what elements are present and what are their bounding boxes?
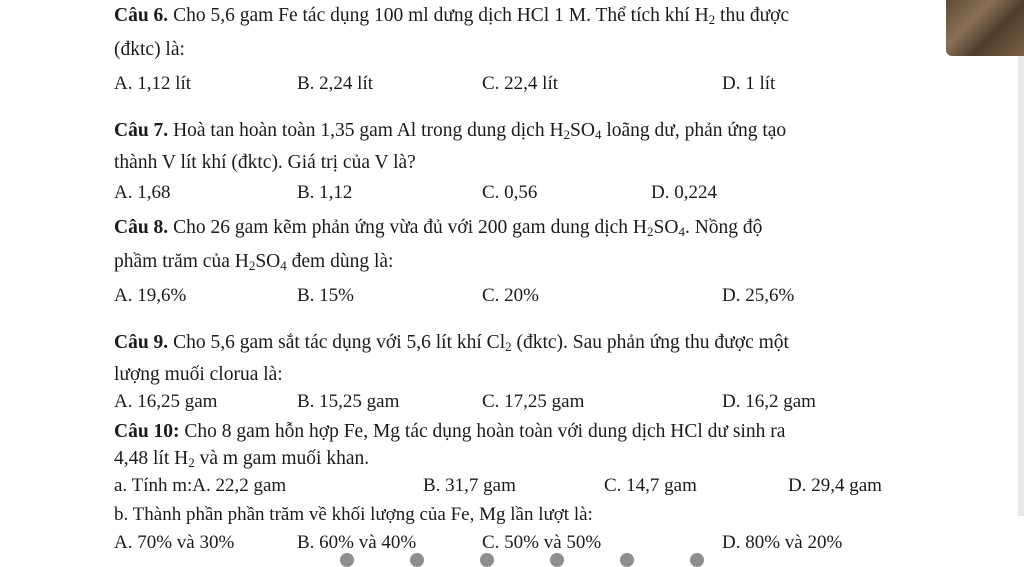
question-text: (đktc). Sau phản ứng thu được một — [511, 332, 789, 353]
question-text: Cho 8 gam hỗn hợp Fe, Mg tác dụng hoàn toàn với dung dịch HCl dư sinh ra — [179, 421, 786, 442]
question-text: Cho 26 gam kẽm phản ứng vừa đủ với 200 gam dung dịch H — [168, 217, 647, 238]
subscript: 4 — [594, 127, 602, 142]
q6-option-c: C. 22,4 lít — [482, 73, 559, 94]
question-number: Câu 7. — [114, 120, 169, 141]
page-edge-strip — [1018, 56, 1024, 516]
question-6-line-2 — [114, 38, 185, 62]
question-number: Câu 10: — [114, 421, 180, 442]
question-text: và m gam muối khan. — [194, 448, 370, 469]
question-text: Cho 5,6 gam Fe tác dụng 100 ml dưng dịch HCl 1 M. Thể tích khí H — [168, 5, 709, 26]
question-text: đem dùng là: — [286, 251, 394, 272]
q7-option-d: D. 0,224 — [651, 182, 717, 203]
question-number: Câu 9. — [114, 332, 169, 353]
question-10-line-2 — [114, 447, 369, 471]
q10-part-b-label: b. Thành phần phần trăm về khối lượng của Fe, Mg lần lượt là: — [114, 504, 593, 525]
q9-option-d: D. 16,2 gam — [722, 391, 816, 412]
question-number: Câu 8. — [114, 217, 169, 238]
question-text: Cho 5,6 gam sắt tác dụng với 5,6 lít khí Cl — [168, 332, 506, 353]
subscript: 2 — [505, 339, 512, 354]
page-dot[interactable] — [340, 553, 354, 567]
q8-option-d: D. 25,6% — [722, 285, 795, 306]
question-8-line-1 — [114, 216, 762, 240]
question-7-line-2 — [114, 151, 416, 175]
q9-option-b: B. 15,25 gam — [297, 391, 400, 412]
q9-option-c: C. 17,25 gam — [482, 391, 585, 412]
subscript: 4 — [678, 224, 685, 239]
q7-option-a: A. 1,68 — [114, 182, 171, 203]
page-indicator-dots — [330, 553, 750, 567]
q10a-option-b: B. 31,7 gam — [423, 475, 516, 496]
q10b-option-a: A. 70% và 30% — [114, 532, 235, 553]
question-text: Hoà tan hoàn toàn 1,35 gam Al trong dung dịch H — [168, 120, 564, 141]
question-text: SO — [653, 217, 679, 238]
q10a-option-c: C. 14,7 gam — [604, 475, 697, 496]
subscript: 2 — [647, 224, 654, 239]
page-dot[interactable] — [690, 553, 704, 567]
question-text: . Nồng độ — [684, 217, 763, 238]
question-7-line-1 — [114, 119, 786, 143]
question-6-line-1 — [114, 4, 789, 28]
subscript: 2 — [708, 12, 716, 27]
question-9-line-2 — [114, 363, 283, 387]
q10b-option-d: D. 80% và 20% — [722, 532, 843, 553]
q10-part-a-label: a. Tính m:A. 22,2 gam — [114, 475, 287, 496]
subscript: 4 — [280, 258, 287, 273]
question-text: (đktc) là: — [114, 39, 185, 60]
question-text: loãng dư, phản ứng tạo — [601, 120, 787, 141]
q7-option-b: B. 1,12 — [297, 182, 353, 203]
question-text: thu được — [715, 5, 790, 26]
q10a-option-d: D. 29,4 gam — [788, 475, 882, 496]
question-text: thành V lít khí (đktc). Giá trị của V là? — [114, 152, 416, 173]
question-9-line-1 — [114, 331, 789, 355]
question-8-line-2 — [114, 250, 393, 274]
page-dot[interactable] — [410, 553, 424, 567]
question-text: phầm trăm của H — [114, 251, 249, 272]
q8-option-b: B. 15% — [297, 285, 354, 306]
q8-option-a: A. 19,6% — [114, 285, 187, 306]
page-dot[interactable] — [480, 553, 494, 567]
q9-option-a: A. 16,25 gam — [114, 391, 218, 412]
q10b-option-b: B. 60% và 40% — [297, 532, 417, 553]
page-dot[interactable] — [550, 553, 564, 567]
q6-option-a: A. 1,12 lít — [114, 73, 192, 94]
question-text: 4,48 lít H — [114, 448, 189, 469]
question-10-line-1 — [114, 420, 785, 444]
q10b-option-c: C. 50% và 50% — [482, 532, 602, 553]
q7-option-c: C. 0,56 — [482, 182, 538, 203]
question-text: SO — [255, 251, 281, 272]
subscript: 2 — [188, 455, 195, 470]
q8-option-c: C. 20% — [482, 285, 539, 306]
subscript: 2 — [248, 258, 256, 273]
corner-photo-image — [946, 0, 1024, 56]
q6-option-b: B. 2,24 lít — [297, 73, 374, 94]
question-text: SO — [570, 120, 595, 141]
question-text: lượng muối clorua là: — [114, 364, 283, 385]
question-number: Câu 6. — [114, 5, 169, 26]
subscript: 2 — [563, 127, 571, 142]
page-dot[interactable] — [620, 553, 634, 567]
q6-option-d: D. 1 lít — [722, 73, 776, 94]
